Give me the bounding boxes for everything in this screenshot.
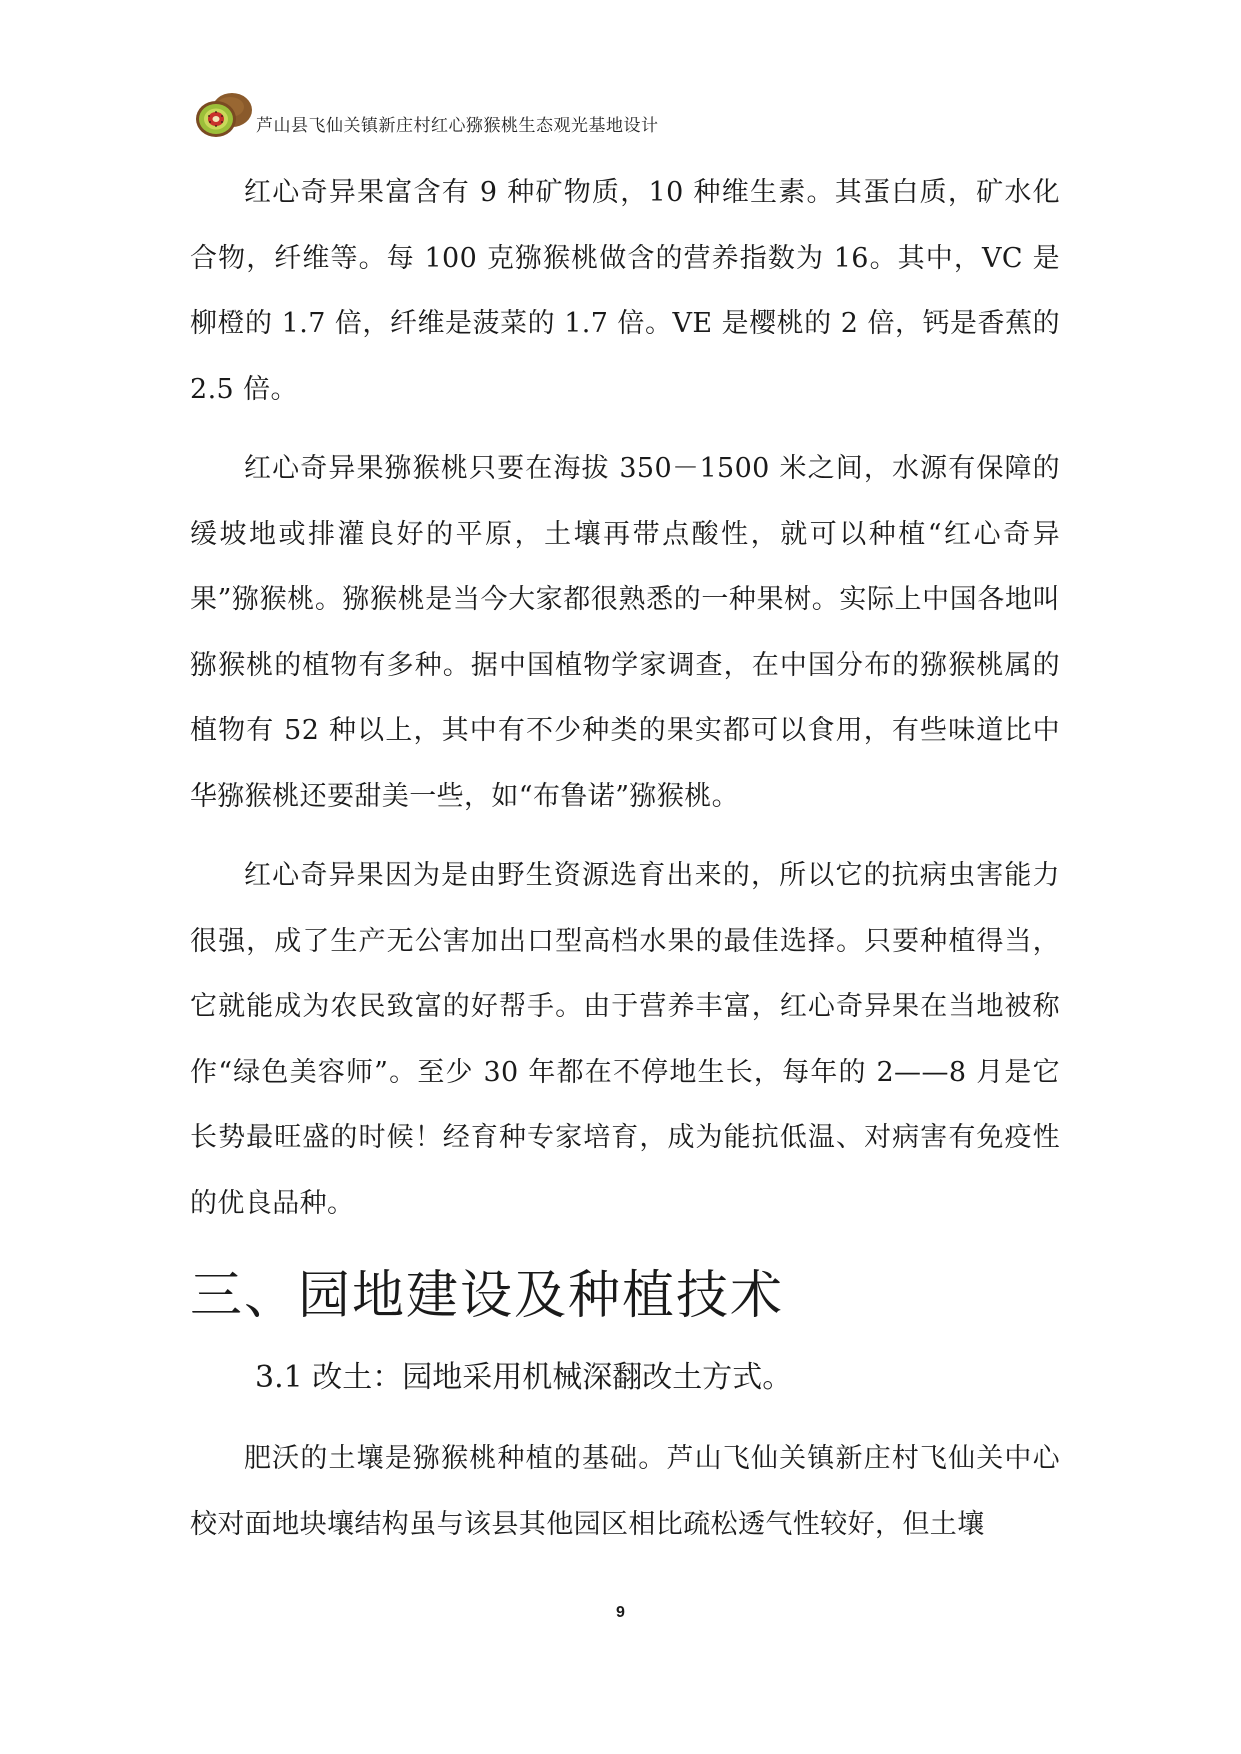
page-header bbox=[192, 84, 1072, 140]
section-heading: 三、园地建设及种植技术 bbox=[190, 1266, 785, 1326]
header-title: 芦山县飞仙关镇新庄村红心猕猴桃生态观光基地设计 bbox=[256, 116, 659, 136]
paragraph-cultivation: 红心奇异果猕猴桃只要在海拔 350－1500 米之间，水源有保障的缓坡地或排灌良好的平原，土壤再带点酸性，就可以种植“红心奇异果”猕猴桃。猕猴桃是当今大家都很熟悉的一种果树。实际上中国各地叫猕猴桃的植物有多种。据中国植物学家调查，在中国分布的猕猴桃属的植物有 52 种以上，其中有不少种类的果实都可以食用，有些味道比中华猕猴桃还要甜美一些，如“布鲁诺”猕猴桃。 bbox=[190, 453, 1060, 812]
paragraph-resistance: 红心奇异果因为是由野生资源选育出来的，所以它的抗病虫害能力很强，成了生产无公害加出口型高档水果的最佳选择。只要种植得当，它就能成为农民致富的好帮手。由于营养丰富，红心奇异果在当地被称作“绿色美容师”。至少 30 年都在不停地生长，每年的 2——8 月是它长势最旺盛的时候！经育种专家培育，成为能抗低温、对病害有免疫性的优良品种。 bbox=[190, 860, 1060, 1219]
kiwi-fruit-icon bbox=[192, 90, 254, 140]
document-body bbox=[190, 160, 1060, 1571]
page-number: 9 bbox=[616, 1604, 625, 1621]
subsection-heading: 3.1 改土：园地采用机械深翻改土方式。 bbox=[255, 1360, 793, 1395]
paragraph-soil: 肥沃的土壤是猕猴桃种植的基础。芦山飞仙关镇新庄村飞仙关中心校对面地块壤结构虽与该县其他园区相比疏松透气性较好，但土壤 bbox=[190, 1443, 1060, 1540]
paragraph-nutrition: 红心奇异果富含有 9 种矿物质，10 种维生素。其蛋白质，矿水化合物，纤维等。每 100 克猕猴桃做含的营养指数为 16。其中，VC 是柳橙的 1.7 倍，纤维是菠菜的 1.7 倍。VE 是樱桃的 2 倍，钙是香蕉的 2.5 倍。 bbox=[190, 177, 1060, 405]
